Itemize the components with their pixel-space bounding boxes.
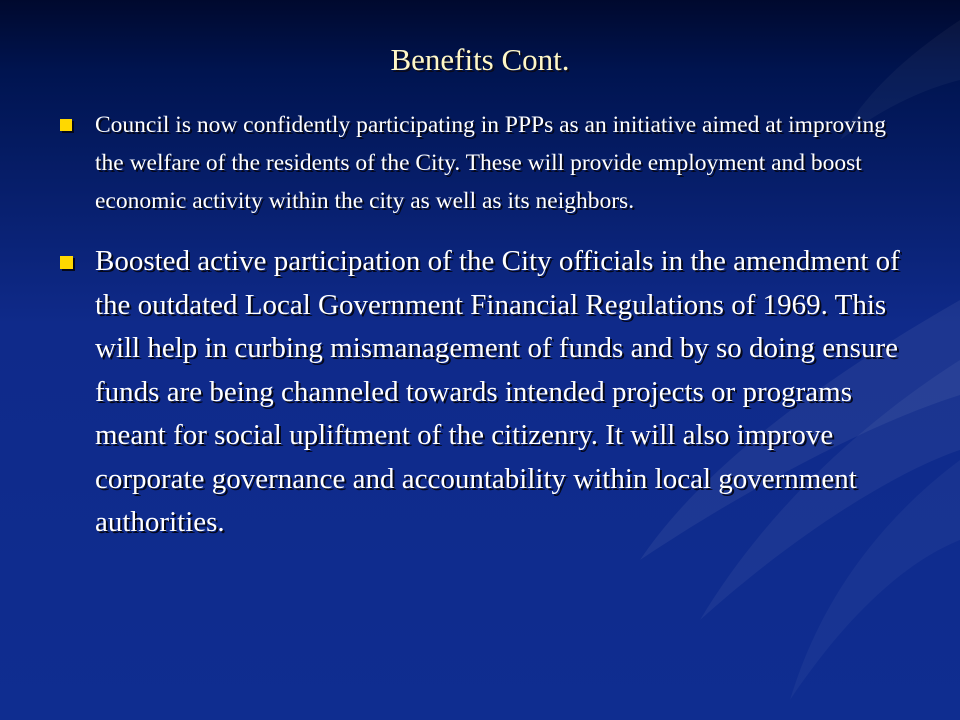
bullet-text: Boosted active participation of the City officials in the amendment of the outdated Local Government Financial Regulations of 1969. This will help in curbing mismanagement of funds and by so doing ensure funds are being channeled towards intended projects or programs meant for social upliftment of the citizenry. It will also improve corporate governance and accountability within local government authorities.: [95, 245, 900, 538]
square-bullet-icon: [60, 119, 72, 131]
bullet-text: Council is now confidently participating in PPPs as an initiative aimed at improving the welfare of the residents of the City. These will provide employment and boost economic activity within the city as well as its neighbors.: [95, 112, 887, 214]
bullet-item-ppp-participation: [58, 106, 910, 220]
bullet-list: [58, 106, 910, 545]
bullet-item-regulations-amendment: [58, 240, 910, 545]
square-bullet-icon: [60, 256, 73, 269]
slide-title: Benefits Cont.: [390, 42, 570, 77]
